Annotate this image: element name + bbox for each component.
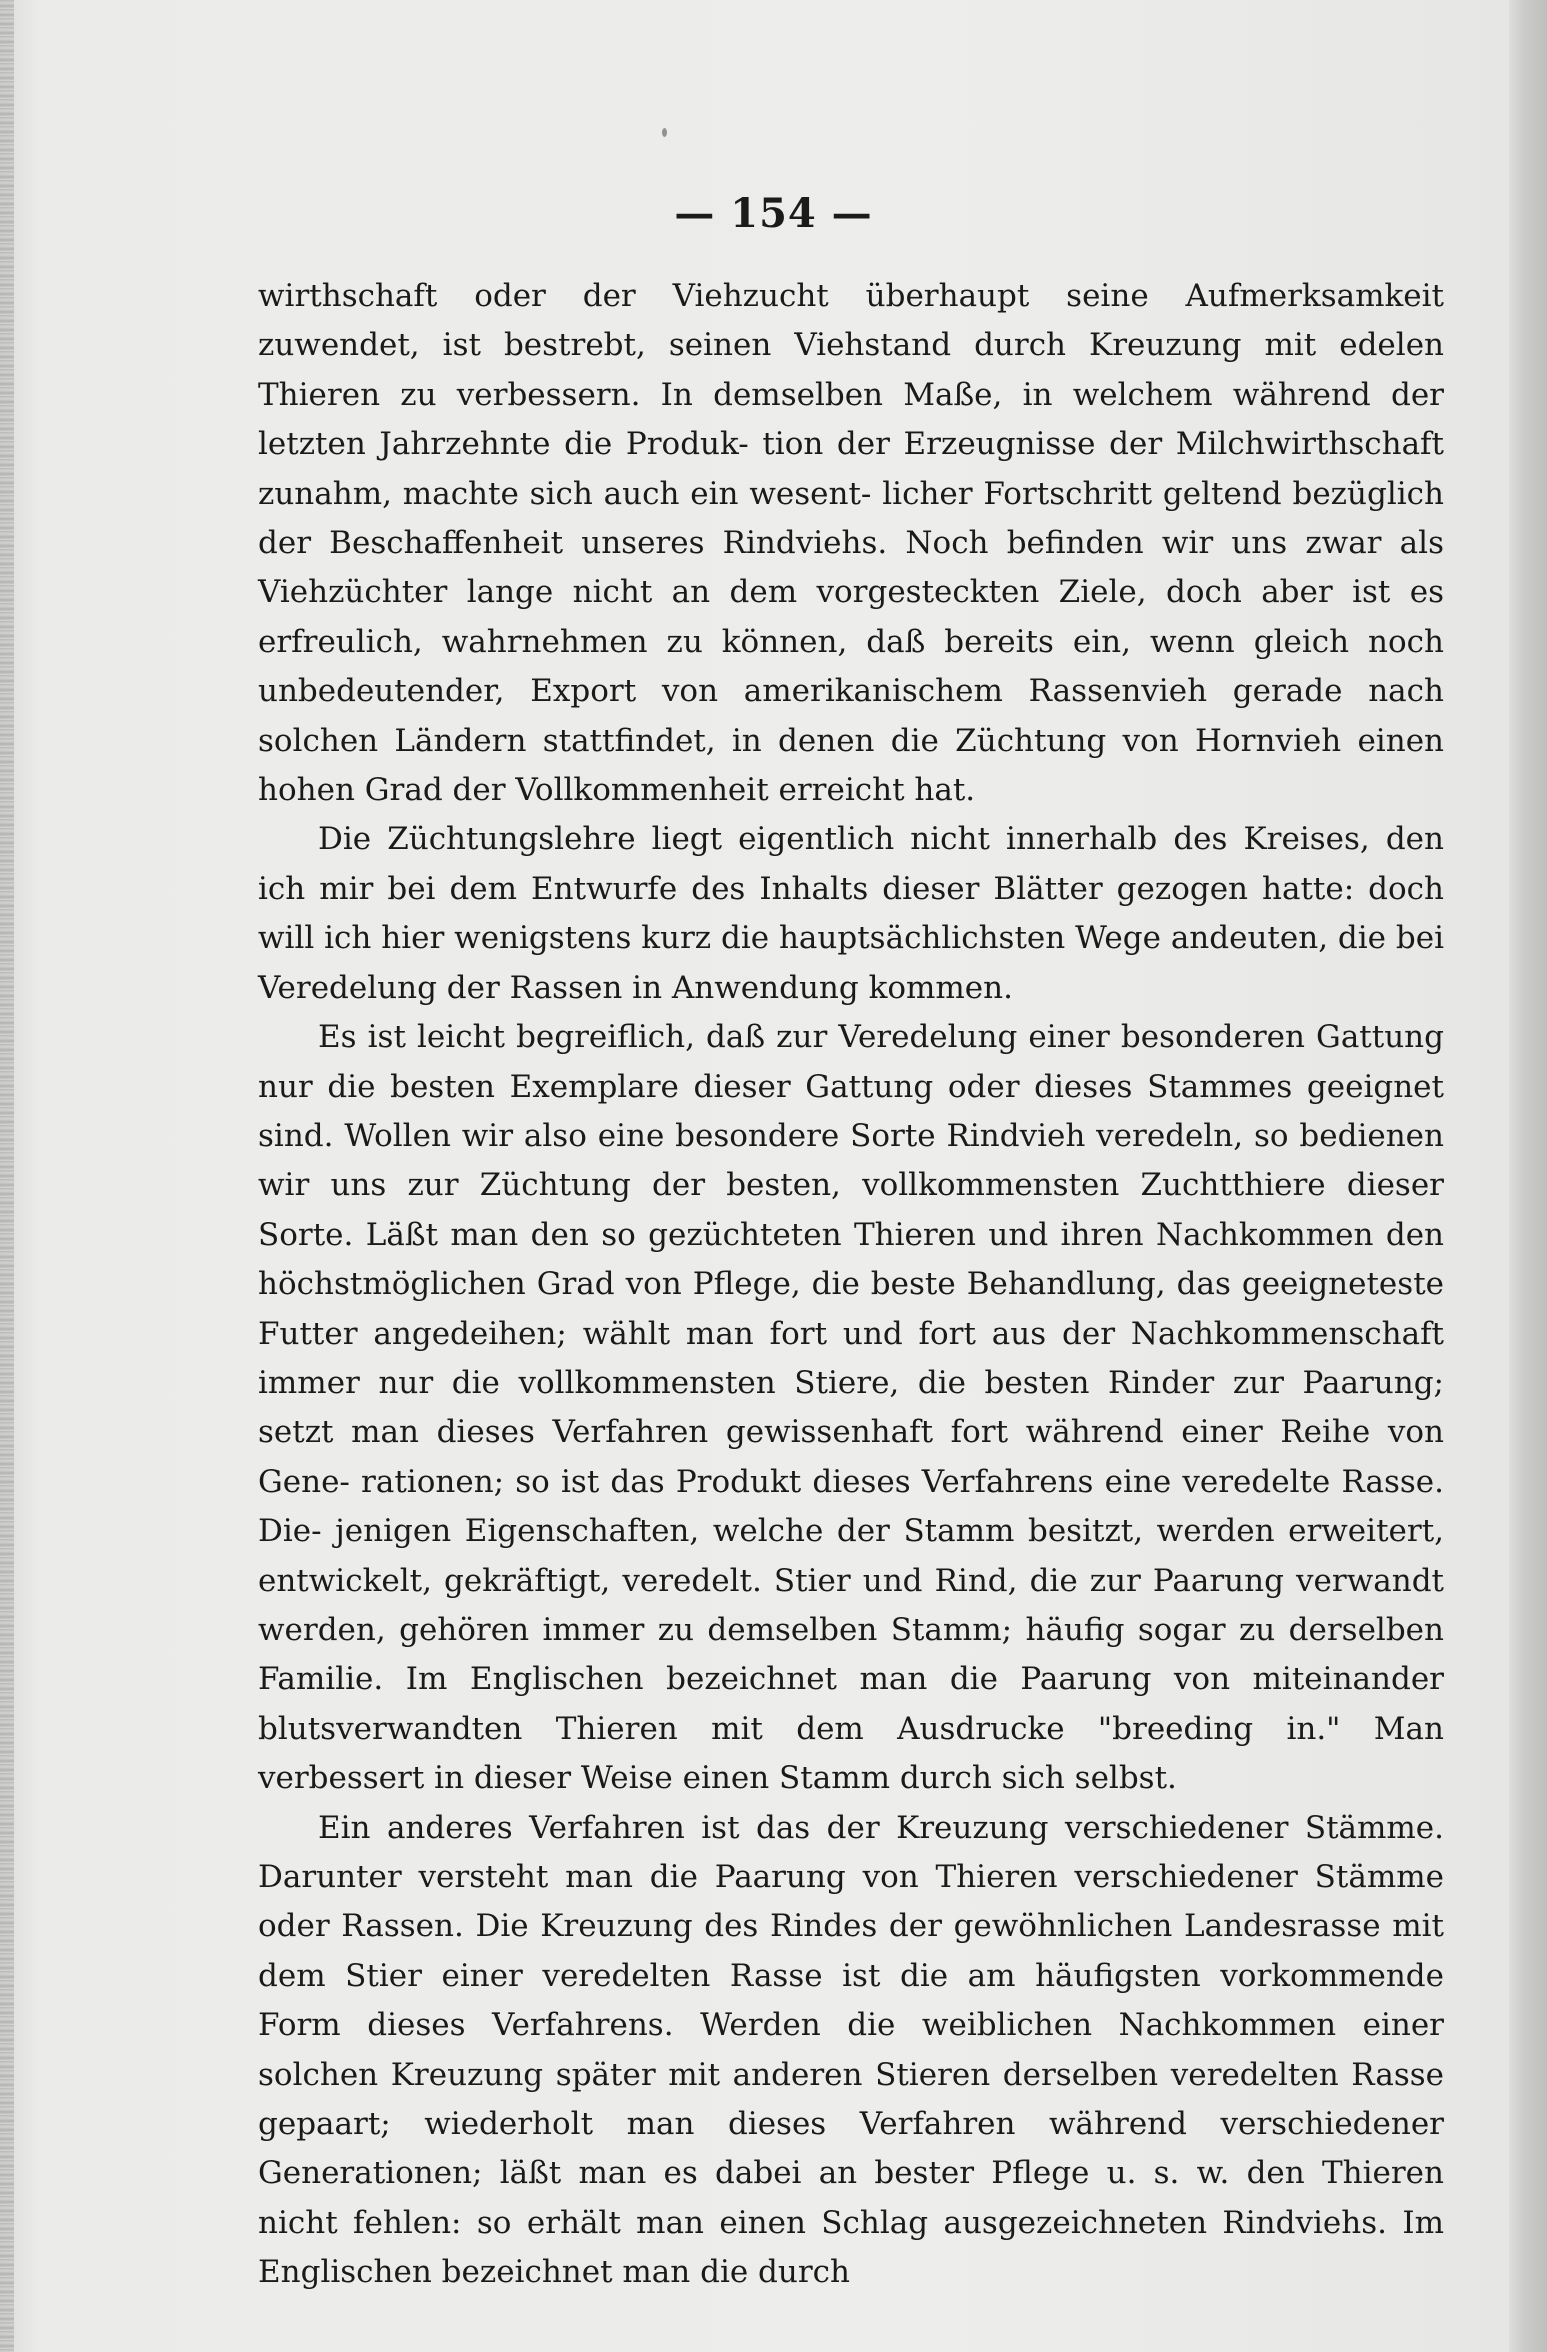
body-text: [258, 272, 1444, 2298]
ink-speck: [662, 128, 667, 137]
page-binding-edge: [0, 0, 14, 2352]
page-number: — 154 —: [674, 190, 873, 237]
paragraph-inbreeding: Es ist leicht begreiflich, daß zur Veredelung einer besonderen Gattung nur die besten Exemplare dieser Gattung oder dieses Stammes geeignet sind. Wollen wir also eine besondere Sorte Rindvieh veredeln, so bedienen wir uns zur Züchtung der besten, vollkommensten Zuchtthiere dieser Sorte. Läßt man den so gezüchteten Thieren und ihren Nachkommen den höchstmöglichen Grad von Pflege, die beste Behandlung, das geeigneteste Futter angedeihen; wählt man fort und fort aus der Nachkommenschaft immer nur die vollkommensten Stiere, die besten Rinder zur Paarung; setzt man dieses Verfahren gewissenhaft fort während einer Reihe von Gene- rationen; so ist das Produkt dieses Verfahrens eine veredelte Rasse. Die- jenigen Eigenschaften, welche der Stamm besitzt, werden erweitert, entwickelt, gekräftigt, veredelt. Stier und Rind, die zur Paarung verwandt werden, gehören immer zu demselben Stamm; häufig sogar zu derselben Familie. Im Englischen bezeichnet man die Paarung von miteinander blutsverwandten Thieren mit dem Ausdrucke "breeding in." Man verbessert in dieser Weise einen Stamm durch sich selbst.: [258, 1019, 1444, 1797]
paragraph-breeding-theory: Die Züchtungslehre liegt eigentlich nicht innerhalb des Kreises, den ich mir bei dem Entwurfe des Inhalts dieser Blätter gezogen hatte: doch will ich hier wenigstens kurz die hauptsächlichsten Wege andeuten, die bei Veredelung der Rassen in Anwendung kommen.: [258, 821, 1444, 1006]
paragraph-crossbreeding: Ein anderes Verfahren ist das der Kreuzung verschiedener Stämme. Darunter versteht man die Paarung von Thieren verschiedener Stämme oder Rassen. Die Kreuzung des Rindes der gewöhnlichen Landesrasse mit dem Stier einer veredelten Rasse ist die am häufigsten vorkommende Form dieses Verfahrens. Werden die weiblichen Nachkommen einer solchen Kreuzung später mit anderen Stieren derselben veredelten Rasse gepaart; wiederholt man dieses Verfahren während verschiedener Generationen; läßt man es dabei an bester Pflege u. s. w. den Thieren nicht fehlen: so erhält man einen Schlag ausgezeichneten Rindviehs. Im Englischen bezeichnet man die durch: [258, 1809, 1444, 2291]
page-right-edge: [1509, 0, 1547, 2352]
paragraph-continuation: wirthschaft oder der Viehzucht überhaupt seine Aufmerksamkeit zuwendet, ist bestrebt, seinen Viehstand durch Kreuzung mit edelen Thieren zu verbessern. In demselben Maße, in welchem während der letzten Jahrzehnte die Produk- tion der Erzeugnisse der Milchwirthschaft zunahm, machte sich auch ein wesent- licher Fortschritt geltend bezüglich der Beschaffenheit unseres Rindviehs. Noch befinden wir uns zwar als Viehzüchter lange nicht an dem vorgesteckten Ziele, doch aber ist es erfreulich, wahrnehmen zu können, daß bereits ein, wenn gleich noch unbedeutender, Export von amerikanischem Rassenvieh gerade nach solchen Ländern stattfindet, in denen die Züchtung von Hornvieh einen hohen Grad der Vollkommenheit erreicht hat.: [258, 278, 1444, 809]
